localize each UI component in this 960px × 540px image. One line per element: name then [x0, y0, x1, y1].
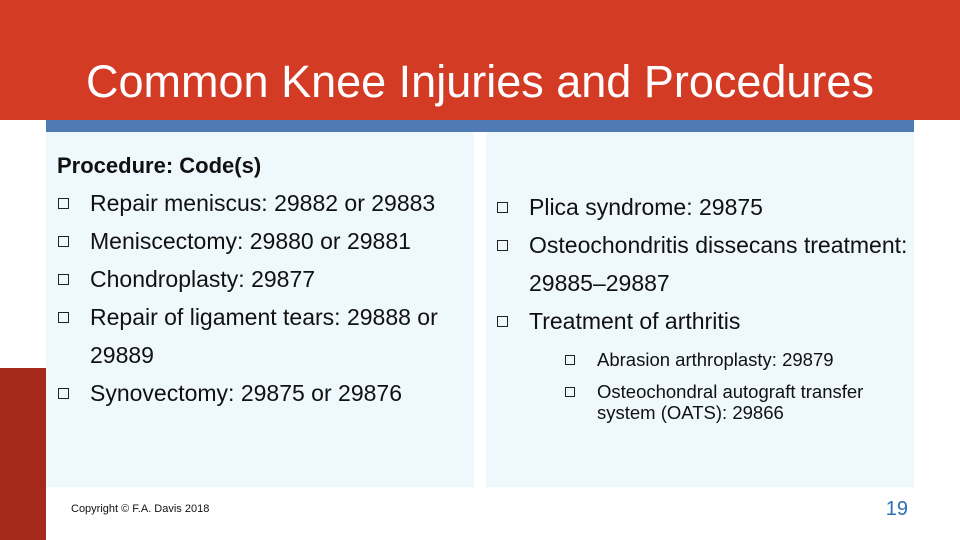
list-item	[57, 260, 472, 298]
sub-bullet-text: Abrasion arthroplasty: 29879	[597, 349, 834, 370]
sub-list-item	[565, 376, 911, 424]
list-item	[57, 222, 472, 260]
procedure-heading: Procedure: Code(s)	[57, 153, 262, 178]
hollow-square-bullet-icon	[497, 240, 508, 251]
page-number: 19	[885, 498, 908, 520]
list-item	[57, 298, 472, 374]
sub-bullet-text: Osteochondral autograft transfer	[597, 381, 864, 402]
bullet-text: Synovectomy: 29875 or 29876	[90, 380, 402, 406]
hollow-square-bullet-icon	[565, 355, 575, 365]
hollow-square-bullet-icon	[58, 274, 69, 285]
sub-bullet-text-continued: system (OATS): 29866	[597, 402, 784, 423]
right-bullet-list	[496, 188, 911, 424]
sub-list-item	[565, 344, 911, 376]
bullet-text: Meniscectomy: 29880 or 29881	[90, 228, 411, 254]
list-item	[496, 188, 911, 226]
list-item	[496, 302, 911, 424]
hollow-square-bullet-icon	[58, 198, 69, 209]
bullet-text: Repair meniscus: 29882 or 29883	[90, 190, 436, 216]
bullet-text: Repair of ligament tears: 29888 or 29889	[90, 304, 438, 368]
hollow-square-bullet-icon	[58, 388, 69, 399]
hollow-square-bullet-icon	[58, 236, 69, 247]
right-column	[496, 188, 911, 424]
hollow-square-bullet-icon	[565, 387, 575, 397]
hollow-square-bullet-icon	[497, 202, 508, 213]
list-item	[57, 374, 472, 412]
left-accent-bar	[0, 368, 46, 540]
hollow-square-bullet-icon	[58, 312, 69, 323]
arthritis-sub-list	[529, 344, 911, 424]
bullet-text: Treatment of arthritis	[529, 308, 741, 334]
bullet-text: Osteochondritis dissecans treatment: 29885–29887	[529, 232, 908, 296]
left-column	[57, 148, 472, 412]
hollow-square-bullet-icon	[497, 316, 508, 327]
bullet-text: Chondroplasty: 29877	[90, 266, 316, 292]
bullet-text: Plica syndrome: 29875	[529, 194, 763, 220]
copyright-footer: Copyright © F.A. Davis 2018	[71, 503, 210, 515]
left-bullet-list	[57, 184, 472, 412]
title-divider	[46, 120, 914, 132]
list-item	[57, 184, 472, 222]
slide-title: Common Knee Injuries and Procedures	[86, 56, 874, 107]
list-item	[496, 226, 911, 302]
